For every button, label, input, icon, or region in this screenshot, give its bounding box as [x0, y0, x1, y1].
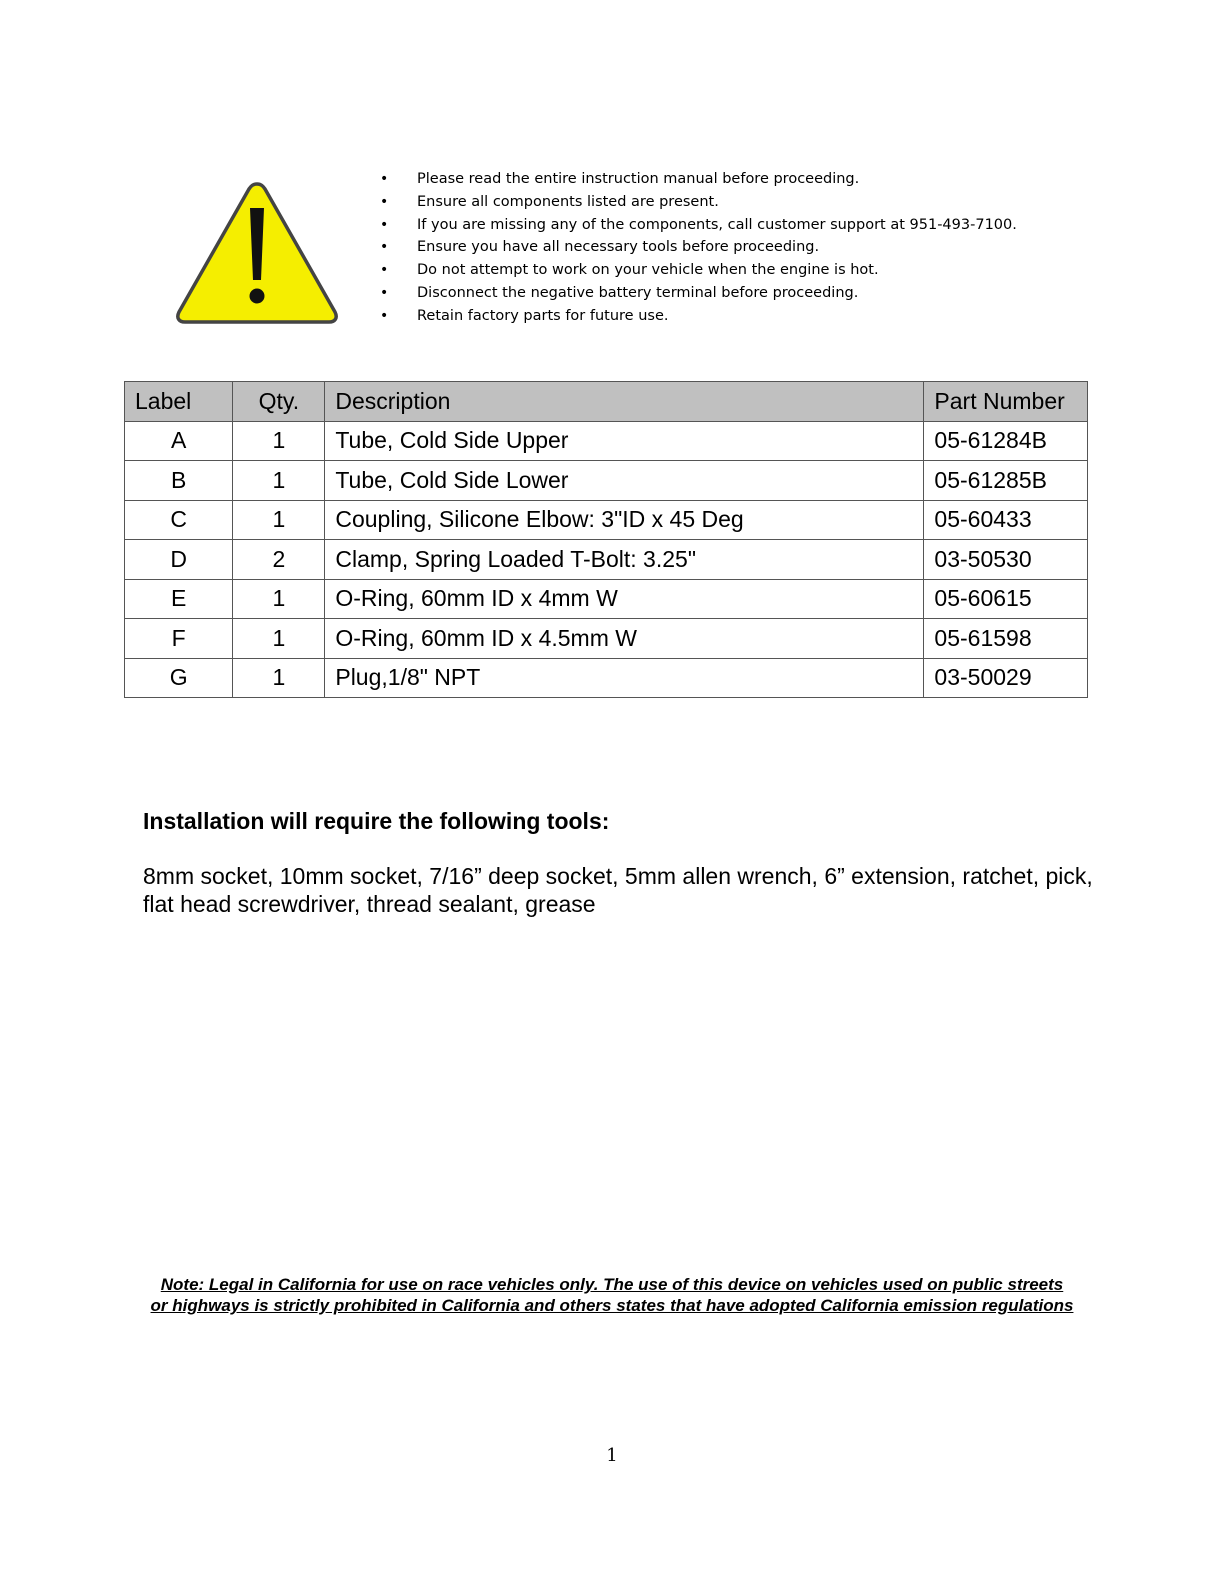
bullet: •	[380, 171, 389, 187]
header-label: Label	[125, 382, 233, 422]
cell-qty: 1	[233, 579, 325, 619]
table-row	[125, 461, 1088, 501]
bullet: •	[380, 239, 389, 256]
cell-description: Coupling, Silicone Elbow: 3"ID x 45 Deg	[325, 500, 924, 540]
cell-qty: 1	[233, 421, 325, 461]
cell-description: Tube, Cold Side Lower	[325, 461, 924, 501]
warning-item	[380, 191, 1017, 214]
warning-triangle-icon	[172, 178, 342, 328]
cell-part-number: 03-50530	[924, 540, 1088, 580]
table-row	[125, 619, 1088, 659]
cell-label: E	[125, 579, 233, 619]
table-row	[125, 500, 1088, 540]
header-part-number: Part Number	[924, 382, 1088, 422]
cell-part-number: 05-61285B	[924, 461, 1088, 501]
warning-item	[380, 282, 1017, 305]
bullet: •	[380, 307, 389, 324]
warning-text: Ensure all components listed are present.	[417, 193, 719, 210]
cell-description: Clamp, Spring Loaded T-Bolt: 3.25"	[325, 540, 924, 580]
table-header-row	[125, 382, 1088, 422]
cell-qty: 1	[233, 619, 325, 659]
cell-description: O-Ring, 60mm ID x 4mm W	[325, 579, 924, 619]
cell-label: D	[125, 540, 233, 580]
cell-part-number: 05-60615	[924, 579, 1088, 619]
tools-heading: Installation will require the following tools:	[143, 808, 610, 834]
cell-description: O-Ring, 60mm ID x 4.5mm W	[325, 619, 924, 659]
cell-description: Tube, Cold Side Upper	[325, 421, 924, 461]
cell-label: F	[125, 619, 233, 659]
warning-text: If you are missing any of the components, call customer support at 951-493-7100.	[417, 216, 1017, 233]
warning-text: Retain factory parts for future use.	[417, 307, 669, 324]
bullet: •	[380, 284, 389, 301]
cell-label: B	[125, 461, 233, 501]
table-row	[125, 421, 1088, 461]
page-number: 1	[606, 1445, 618, 1466]
warning-item	[380, 236, 1017, 259]
warning-list	[380, 168, 1017, 328]
warning-item	[380, 168, 1017, 191]
cell-qty: 1	[233, 500, 325, 540]
bullet: •	[380, 193, 389, 210]
warning-item	[380, 259, 1017, 282]
cell-label: G	[125, 658, 233, 698]
cell-qty: 1	[233, 658, 325, 698]
tools-list: 8mm socket, 10mm socket, 7/16” deep socket, 5mm allen wrench, 6” extension, ratchet, pick, flat head screwdriver, thread sealant, grease	[143, 863, 1093, 917]
cell-label: A	[125, 421, 233, 461]
warning-text: Ensure you have all necessary tools before proceeding.	[417, 239, 820, 256]
warning-text: Do not attempt to work on your vehicle when the engine is hot.	[417, 262, 879, 279]
legal-note: Note: Legal in California for use on race vehicles only. The use of this device on vehicles used on public streets or highways is strictly prohibited in California and others states that have adopted California emission regulations	[150, 1275, 1074, 1315]
warning-text: Disconnect the negative battery terminal before proceeding.	[417, 284, 859, 301]
table-row	[125, 540, 1088, 580]
header-qty: Qty.	[233, 382, 325, 422]
parts-table	[124, 381, 1088, 698]
warning-text: Please read the entire instruction manual before proceeding.	[417, 171, 860, 187]
cell-label: C	[125, 500, 233, 540]
cell-qty: 2	[233, 540, 325, 580]
header-description: Description	[325, 382, 924, 422]
cell-qty: 1	[233, 461, 325, 501]
warning-item	[380, 305, 1017, 328]
bullet: •	[380, 216, 389, 233]
cell-part-number: 03-50029	[924, 658, 1088, 698]
cell-part-number: 05-60433	[924, 500, 1088, 540]
bullet: •	[380, 262, 389, 279]
cell-description: Plug,1/8" NPT	[325, 658, 924, 698]
cell-part-number: 05-61598	[924, 619, 1088, 659]
table-row	[125, 579, 1088, 619]
table-row	[125, 658, 1088, 698]
cell-part-number: 05-61284B	[924, 421, 1088, 461]
warning-item	[380, 214, 1017, 237]
